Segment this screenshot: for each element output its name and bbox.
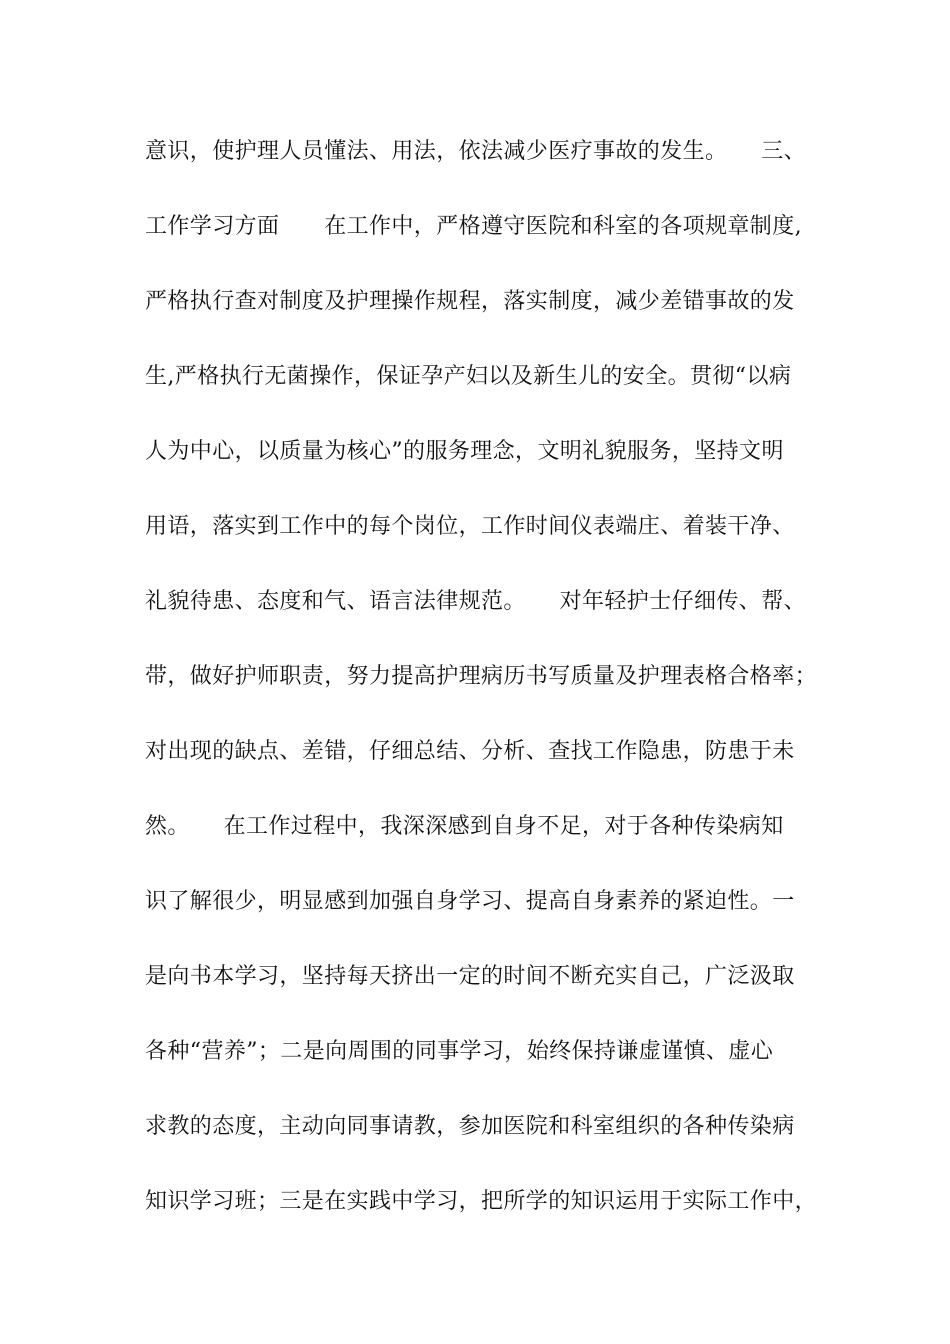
text-line: 然。 在工作过程中，我深深感到自身不足，对于各种传染病知 xyxy=(145,814,784,839)
text-line: 工作学习方面 在工作中，严格遵守医院和科室的各项规章制度, xyxy=(145,214,802,239)
text-line: 用语，落实到工作中的每个岗位，工作时间仪表端庄、着装干净、 xyxy=(145,514,795,539)
text-line: 是向书本学习，坚持每天挤出一定的时间不断充实自己，广泛汲取 xyxy=(145,964,795,989)
text-line: 人为中心，以质量为核心”的服务理念，文明礼貌服务，坚持文明 xyxy=(145,439,784,464)
text-line: 生,严格执行无菌操作，保证孕产妇以及新生儿的安全。贯彻“以病 xyxy=(145,364,792,389)
text-line: 礼貌待患、态度和气、语言法律规范。 对年轻护士仔细传、帮、 xyxy=(145,589,807,614)
text-line: 识了解很少，明显感到加强自身学习、提高自身素养的紧迫性。一 xyxy=(145,889,795,914)
text-line: 各种“营养”；二是向周围的同事学习，始终保持谦虚谨慎、虚心 xyxy=(145,1039,774,1064)
text-line: 对出现的缺点、差错，仔细总结、分析、查找工作隐患，防患于未 xyxy=(145,739,795,764)
text-line: 知识学习班；三是在实践中学习，把所学的知识运用于实际工作中， xyxy=(145,1189,818,1214)
body-text xyxy=(145,133,835,1258)
text-line: 求教的态度，主动向同事请教，参加医院和科室组织的各种传染病 xyxy=(145,1114,795,1139)
text-line: 严格执行查对制度及护理操作规程，落实制度，减少差错事故的发 xyxy=(145,289,795,314)
text-line: 带，做好护师职责，努力提高护理病历书写质量及护理表格合格率； xyxy=(145,664,818,689)
text-line: 意识，使护理人员懂法、用法，依法减少医疗事故的发生。 三、 xyxy=(145,139,807,164)
